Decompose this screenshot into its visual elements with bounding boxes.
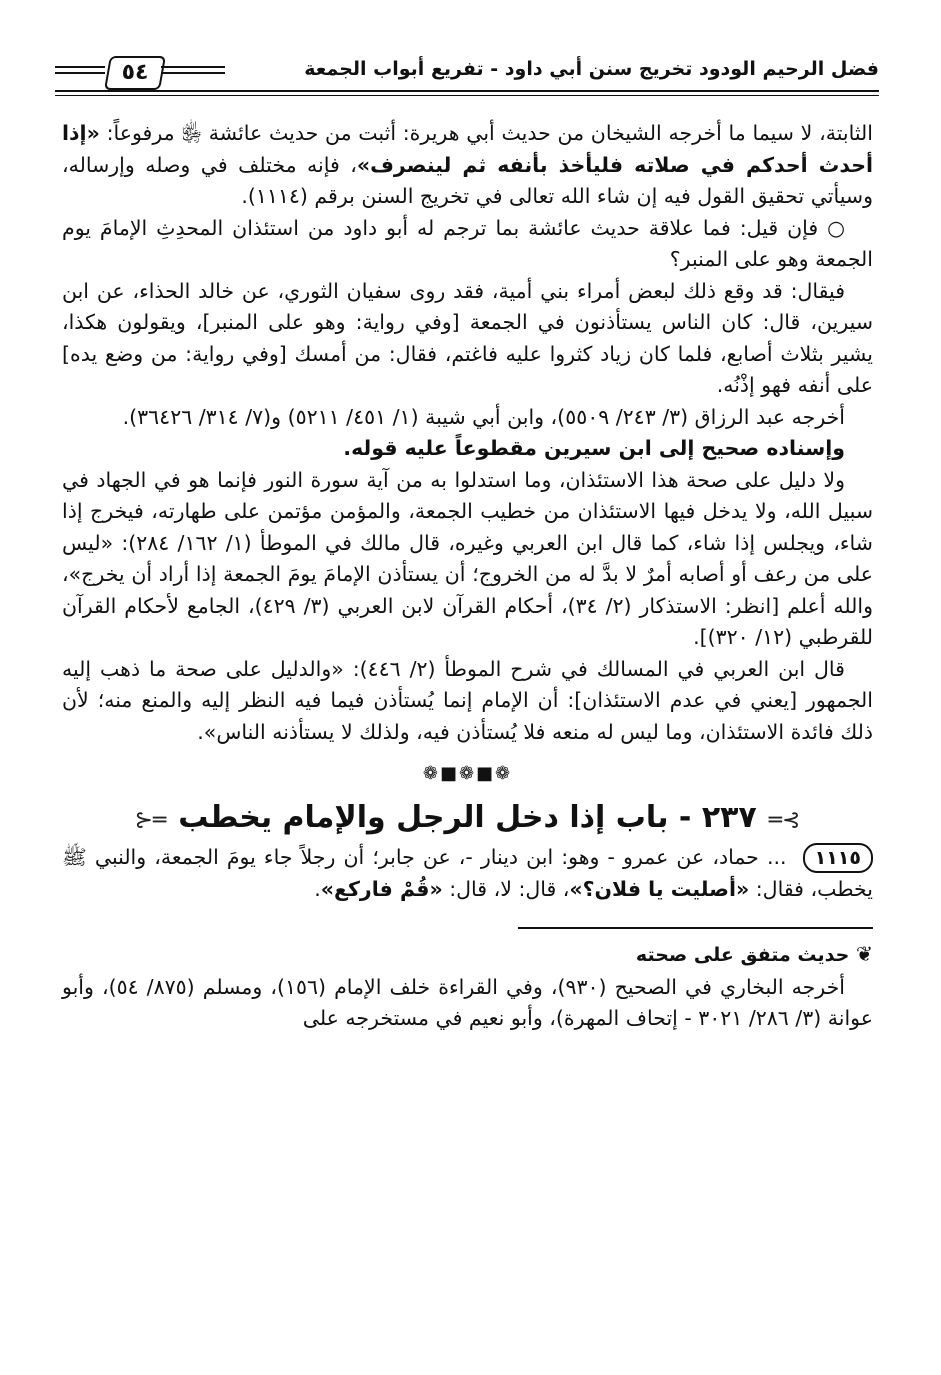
hadith-text: ، قال: لا، قال: xyxy=(449,876,570,901)
paragraph xyxy=(62,118,873,213)
footnote-text: أخرجه البخاري في الصحيح (٩٣٠)، وفي القراءة خلف الإمام (١٥٦)، ومسلم (٨٧٥/ ٥٤)، وأبو عوانة (٣/ ٢٨٦/ ٣٠٢١ - إتحاف المهرة)، وأبو نعيم في مستخرجه على xyxy=(62,974,873,1030)
question-paragraph: ○ فإن قيل: فما علاقة حديث عائشة بما ترجم له أبو داود من استئذان المحدِثِ الإمامَ يوم الجمعة وهو على المنبر؟ xyxy=(62,215,873,271)
ruling-paragraph: وإسناده صحيح إلى ابن سيرين مقطوعاً عليه قوله. xyxy=(343,436,845,460)
hadith-number-badge: ١١١٥ xyxy=(803,843,873,873)
page-number: ٥٤ xyxy=(121,60,149,85)
header-rule-thin xyxy=(55,95,879,96)
page-content xyxy=(62,118,873,1035)
chapter-title: ٢٣٧ - باب إذا دخل الرجل والإمام يخطب xyxy=(178,799,757,835)
answer-paragraph: فيقال: قد وقع ذلك لبعض أمراء بني أمية، فقد روى سفيان الثوري، عن خالد الحذاء، عن ابن سيرين، قال: كان الناس يستأذنون في الجمعة [وفي رواية: وهو على المنبر]، ويقولون هكذا، يشير بثلاث أصابع، فلما كان زياد كثروا عليه فاغتم، فقال: من أمسك [وفي رواية: من وضع يده] على أنفه فهو إذْنُه. xyxy=(62,278,873,397)
paragraph-text: الثابتة، لا سيما ما أخرجه الشيخان من حديث أبي هريرة: أثبت من حديث عائشة ﵂ مرفوعاً: xyxy=(106,121,873,145)
footnote-heading-text: حديث متفق على صحته xyxy=(635,944,850,966)
hadith-paragraph xyxy=(62,842,873,905)
hadith-text: ... حماد، عن عمرو - وهو: ابن دينار -، عن جابر؛ أن رجلاً جاء يومَ الجمعة، والنبي ﷺ يخطب، فقال: xyxy=(62,845,873,901)
section-divider-ornament: ❁■❁■❁ xyxy=(422,763,513,784)
header-ornament-line xyxy=(55,66,105,68)
hadith-quote: «قُمْ فاركع» xyxy=(320,876,443,901)
hadith-text: . xyxy=(314,876,321,901)
header-ornament-line xyxy=(55,72,105,74)
hadith-quote: «أصليت يا فلان؟» xyxy=(569,876,750,901)
header-rule xyxy=(55,90,879,92)
hadith-quote: «إذا أحدث أحدكم في صلاته فليأخذ بأنفه ثم لينصرف» xyxy=(62,121,873,177)
page-header xyxy=(55,52,879,96)
heading-flourish-icon: ═⊰ xyxy=(134,807,167,833)
header-ornament-line xyxy=(161,72,225,74)
paragraph: قال ابن العربي في المسالك في شرح الموطأ (٢/ ٤٤٦): «والدليل على صحة ما ذهب إليه الجمهور [يعني في عدم الاستئذان]: أن الإمام إنما يُستأذن فيما فيه النظر إليه والمنع منه؛ لأن ذلك فائدة الاستئذان، وما ليس له منعه فلا يُستأذن فيه، ولذلك لا يستأذنه الناس». xyxy=(62,656,873,744)
bullet-icon: ❦ xyxy=(849,942,873,966)
paragraph-text: ، فإنه مختلف في وصله وإرساله، وسيأتي تحقيق القول فيه إن شاء الله تعالى في تخريج السنن برقم (١١١٤). xyxy=(62,152,873,208)
takhrij-paragraph: أخرجه عبد الرزاق (٣/ ٢٤٣/ ٥٥٠٩)، وابن أبي شيبة (١/ ٤٥١/ ٥٢١١) و(٧/ ٣١٤/ ٣٦٤٢٦). xyxy=(122,404,845,429)
running-title: فضل الرحيم الودود تخريج سنن أبي داود - تفريع أبواب الجمعة xyxy=(304,58,879,80)
chapter-heading xyxy=(62,799,873,837)
paragraph: ولا دليل على صحة هذا الاستئذان، وما استدلوا به من آية سورة النور فإنما هو في الجهاد في سبيل الله، ولا يدخل فيها الاستئذان من خطيب الجمعة، والمؤمن مؤتمن على طهارته، فيخرج إذا شاء، ويجلس إذا شاء، كما قال ابن العربي وغيره، قال مالك في الموطأ (١/ ١٦٢/ ٢٨٤): «ليس على من رعف أو أصابه أمرٌ لا بدَّ له من الخروج؛ أن يستأذن الإمامَ يومَ الجمعة إذا أراد أن يخرج»، والله أعلم [انظر: الاستذكار (٢/ ٣٤)، أحكام القرآن لابن العربي (٣/ ٤٢٩)، الجامع لأحكام القرآن للقرطبي (١٢/ ٣٢٠)]. xyxy=(62,467,873,649)
heading-flourish-icon: ⊱═ xyxy=(768,807,801,833)
header-ornament-line xyxy=(161,66,225,68)
footnote-separator xyxy=(518,927,873,929)
footnote-heading xyxy=(62,939,873,972)
page-number-box xyxy=(104,56,166,90)
